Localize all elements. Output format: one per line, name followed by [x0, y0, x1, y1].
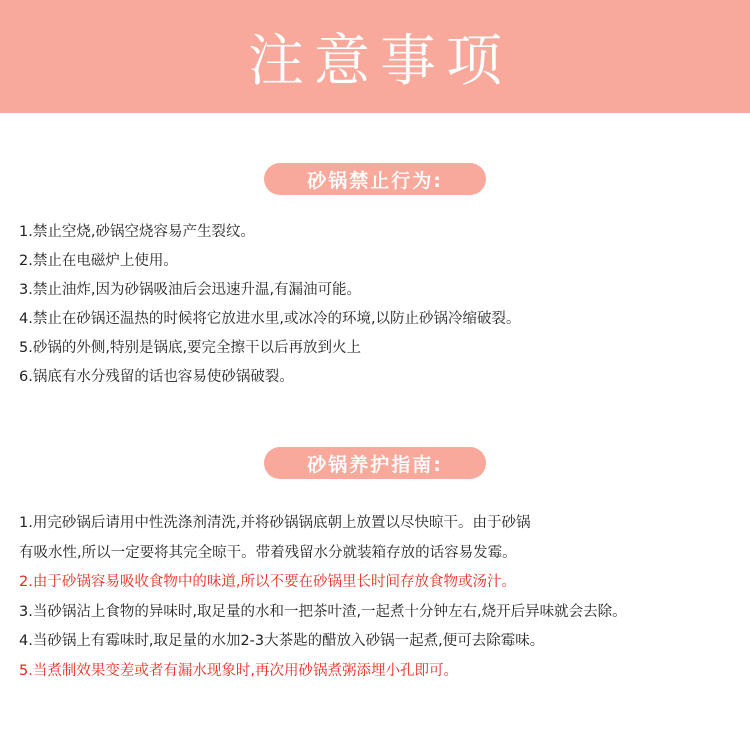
list-item: 4.禁止在砂锅还温热的时候将它放进水里,或冰冷的环境,以防止砂锅冷缩破裂。 [19, 311, 521, 327]
care-guide-list [19, 509, 627, 686]
list-item: 6.锅底有水分残留的话也容易使砂锅破裂。 [19, 369, 294, 385]
list-item-highlight: 5.当煮制效果变差或者有漏水现象时,再次用砂锅煮粥添埋小孔即可。 [19, 662, 458, 679]
list-item: 3.禁止油炸,因为砂锅吸油后会迅速升温,有漏油可能。 [19, 282, 362, 298]
list-item: 1.用完砂锅后请用中性洗涤剂清洗,并将砂锅锅底朝上放置以尽快晾干。由于砂锅 [19, 515, 531, 531]
list-item-highlight: 2.由于砂锅容易吸收食物中的味道,所以不要在砂锅里长时间存放食物或汤汁。 [19, 574, 516, 590]
list-item: 2.禁止在电磁炉上使用。 [19, 253, 178, 269]
list-item: 3.当砂锅沾上食物的异味时,取足量的水和一把茶叶渣,一起煮十分钟左右,烧开后异味就会去除。 [19, 603, 627, 620]
list-item: 4.当砂锅上有霉味时,取足量的水加2-3大茶匙的醋放入砂锅一起煮,便可去除霉味。 [19, 633, 545, 649]
title-banner [0, 0, 750, 113]
prohibited-list [19, 218, 521, 392]
list-item: 1.禁止空烧,砂锅空烧容易产生裂纹。 [19, 224, 255, 240]
section-heading-care-guide: 砂锅养护指南: [264, 447, 486, 479]
page-title: 注意事项 [248, 28, 512, 94]
list-item: 有吸水性,所以一定要将其完全晾干。带着残留水分就装箱存放的话容易发霉。 [19, 544, 517, 561]
list-item: 5.砂锅的外侧,特别是锅底,要完全擦干以后再放到火上 [19, 340, 362, 356]
section-heading-prohibited: 砂锅禁止行为: [264, 163, 486, 195]
